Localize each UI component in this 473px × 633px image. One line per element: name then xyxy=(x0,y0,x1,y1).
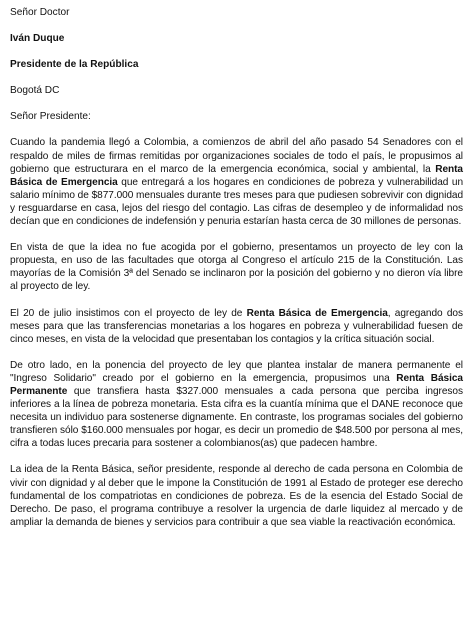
spacer xyxy=(10,97,463,110)
bold-phrase: Renta Básica de Emergencia xyxy=(10,163,463,188)
bold-phrase: Renta Básica Permanente xyxy=(10,372,463,397)
recipient-name: Iván Duque xyxy=(10,33,65,45)
paragraph-text: que transfiera hasta $327.000 mensuales a cada persona que perciba ingresos inferiores a la línea de pobreza monetaria. Esta cifra es la cuantía mínima que el DANE reconoce que necesita un individuo para sostenerse dignamente. En contraste, los programas sociales del gobierno transfieren sólo $160.000 mensuales por hogar, es decir un promedio de $48.500 por persona al mes, cifra a todas luces precaria para sostener a colombianos(as) que padecen hambre. xyxy=(10,385,463,450)
city: Bogotá DC xyxy=(10,85,60,97)
body-paragraph xyxy=(10,359,463,451)
paragraph-text: En vista de que la idea no fue acogida por el gobierno, presentamos un proyecto de ley con la propuesta, en uso de las facultades que otorga al Congreso el artículo 215 de la Constitución. Las mayorías de la Comisión 3ª del Senado se inclinaron por la posición del gobierno y no dieron vía libre al proyecto de ley. xyxy=(10,242,463,293)
spacer xyxy=(10,71,463,84)
body-paragraph xyxy=(10,241,463,293)
spacer xyxy=(10,19,463,32)
spacer xyxy=(10,123,463,136)
letter-body xyxy=(10,136,463,528)
spacer xyxy=(10,45,463,58)
paragraph-text: La idea de la Renta Básica, señor presidente, responde al derecho de cada persona en Colombia de vivir con dignidad y al deber que le impone la Constitución de 1991 al Estado de proteger ese derecho fundamental de los compatriotas en condiciones de pobreza. Es de la esencia del Estado Social de Derecho. De paso, el programa contribuye a resolver la urgencia de darle liquidez al mercado y de ampliar la demanda de bienes y servicios para contribuir a que sea viable la reactivación económica. xyxy=(10,464,463,528)
body-paragraph xyxy=(10,136,463,228)
greeting: Señor Presidente: xyxy=(10,111,91,123)
paragraph-text: El 20 de julio insistimos con el proyecto de ley de xyxy=(10,307,247,319)
recipient-title: Presidente de la República xyxy=(10,59,139,71)
paragraph-text: Cuando la pandemia llegó a Colombia, a comienzos de abril del año pasado 54 Senadores con el respaldo de miles de firmas remitidas por organizaciones sociales de todo el país, le propusimos al gobierno que estructurara en el marco de la emergencia económica, social y ambiental, la xyxy=(10,137,463,175)
body-paragraph xyxy=(10,307,463,346)
paragraph-text: que entregará a los hogares en condiciones de pobreza y vulnerabilidad un salario mínimo de $877.000 mensuales durante tres meses para que pudiesen sobrevivir con dignidad y resguardarse en casa, lejos del riesgo del contagio. Las cifras de desempleo y de informalidad nos decían que en condiciones de indefensión y penuria estarían hasta cerca de 30 millones de personas. xyxy=(10,176,464,228)
salutation-top: Señor Doctor xyxy=(10,7,70,18)
paragraph-text: , agregando dos meses para que las transferencias monetarias a los hogares en pobreza y vulnerabilidad fuesen de cinco meses, en vista de la velocidad que presentaban los contagios y la crítica situación social. xyxy=(10,307,463,345)
paragraph-text: De otro lado, en la ponencia del proyecto de ley que plantea instalar de manera permanente el "Ingreso Solidario" creado por el gobierno en la emergencia, propusimos una xyxy=(10,359,463,384)
bold-phrase: Renta Básica de Emergencia xyxy=(246,307,388,319)
body-paragraph xyxy=(10,463,463,528)
